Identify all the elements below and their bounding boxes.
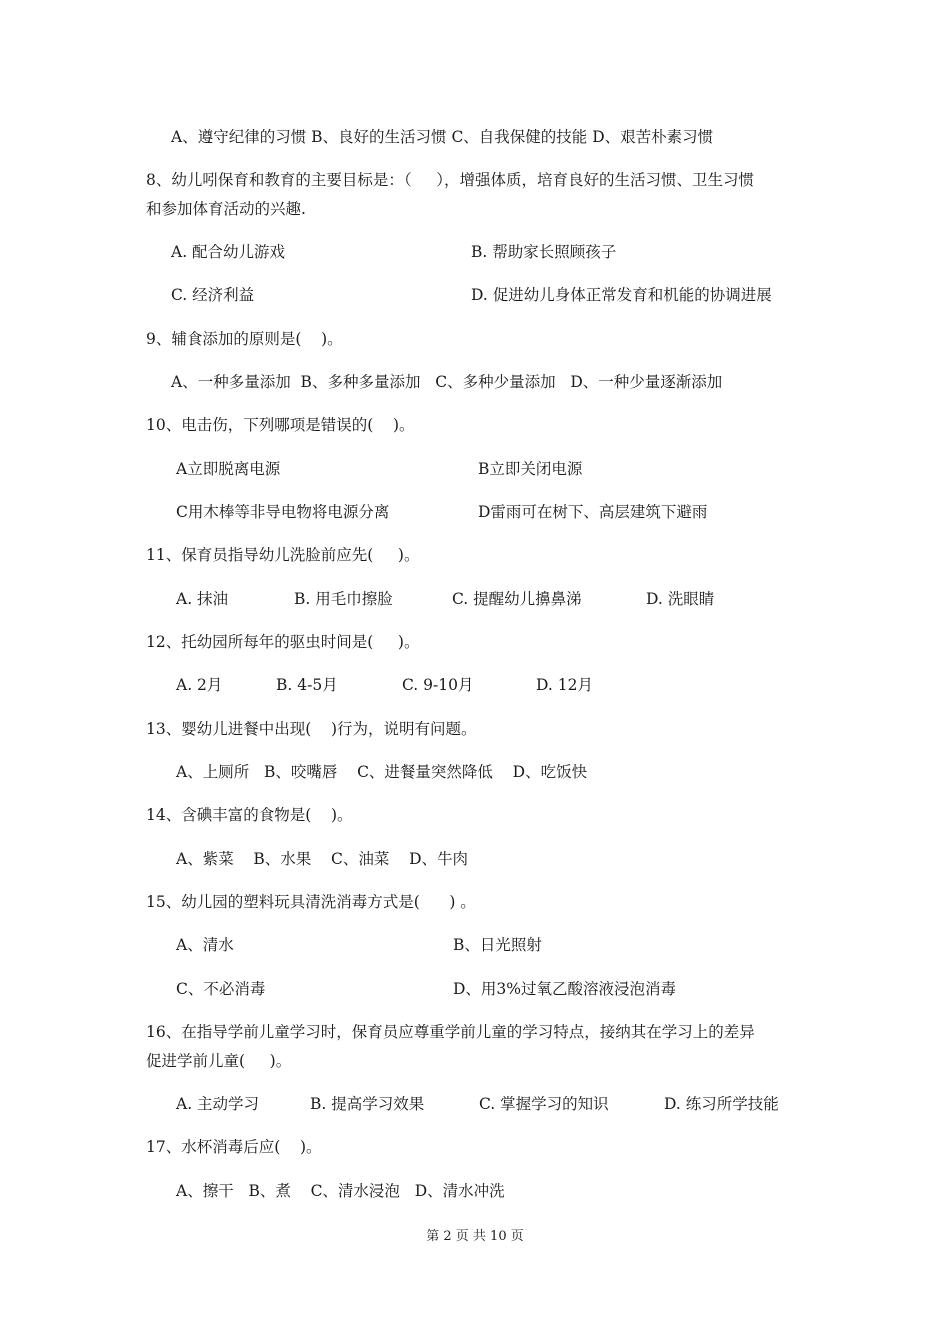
q11-option-a: A. 抹油 [176,590,229,608]
q16-option-d: D. 练习所学技能 [664,1095,779,1113]
q16-stem-line2: 促进学前儿童( )。 [146,1052,292,1070]
q8-option-d: D. 促进幼儿身体正常发育和机能的协调进展 [471,286,772,304]
page-number: 第 2 页 共 10 页 [426,1229,524,1244]
q14-stem: 14、含碘丰富的食物是( )。 [146,806,353,824]
q12-option-d: D. 12月 [536,676,593,694]
q12-option-a: A. 2月 [176,676,223,694]
q11-option-d: D. 洗眼睛 [646,590,715,608]
q17-options: A、擦干 B、煮 C、清水浸泡 D、清水冲洗 [176,1182,505,1200]
q13-options: A、上厕所 B、咬嘴唇 C、进餐量突然降低 D、吃饭快 [176,763,588,781]
q15-option-c: C、不必消毒 [176,980,266,998]
q16-option-b: B. 提高学习效果 [310,1095,425,1113]
q10-option-a: A立即脱离电源 [176,460,281,478]
q10-option-c: C用木棒等非导电物将电源分离 [176,503,390,521]
q11-option-c: C. 提醒幼儿擤鼻涕 [452,590,582,608]
q8-option-b: B. 帮助家长照顾孩子 [471,243,617,261]
q8-option-c: C. 经济利益 [171,286,255,304]
q10-stem: 10、电击伤，下列哪项是错误的( )。 [146,416,415,434]
q12-stem: 12、托幼园所每年的驱虫时间是( )。 [146,633,420,651]
q16-option-c: C. 掌握学习的知识 [479,1095,609,1113]
q10-option-d: D雷雨可在树下、高层建筑下避雨 [478,503,708,521]
q9-options: A、一种多量添加 B、多种多量添加 C、多种少量添加 D、一种少量逐渐添加 [171,373,723,391]
q11-stem: 11、保育员指导幼儿洗脸前应先( )。 [146,546,420,564]
q15-option-b: B、日光照射 [453,936,542,954]
q7-options: A、遵守纪律的习惯 B、良好的生活习惯 C、自我保健的技能 D、艰苦朴素习惯 [171,128,714,146]
q8-option-a: A. 配合幼儿游戏 [171,243,286,261]
q12-option-b: B. 4-5月 [276,676,338,694]
q13-stem: 13、婴幼儿进餐中出现( )行为，说明有问题。 [146,720,477,738]
q9-stem: 9、辅食添加的原则是( )。 [146,330,343,348]
q14-options: A、紫菜 B、水果 C、油菜 D、牛肉 [176,850,468,868]
q16-stem-line1: 16、在指导学前儿童学习时，保育员应尊重学前儿童的学习特点，接纳其在学习上的差异 [146,1023,755,1041]
q10-option-b: B立即关闭电源 [478,460,583,478]
q15-stem: 15、幼儿园的塑料玩具清洗消毒方式是( ) 。 [146,893,476,911]
q17-stem: 17、水杯消毒后应( )。 [146,1138,322,1156]
q11-option-b: B. 用毛巾擦脸 [294,590,393,608]
q12-option-c: C. 9-10月 [402,676,474,694]
q15-option-a: A、清水 [176,936,234,954]
q15-option-d: D、用3%过氧乙酸溶液浸泡消毒 [453,980,677,998]
q16-option-a: A. 主动学习 [176,1095,260,1113]
q8-stem-line2: 和参加体育活动的兴趣. [146,200,306,218]
q8-stem-line1: 8、幼儿吲保育和教育的主要目标是：（ ），增强体质，培育良好的生活习惯、卫生习惯 [146,171,754,189]
